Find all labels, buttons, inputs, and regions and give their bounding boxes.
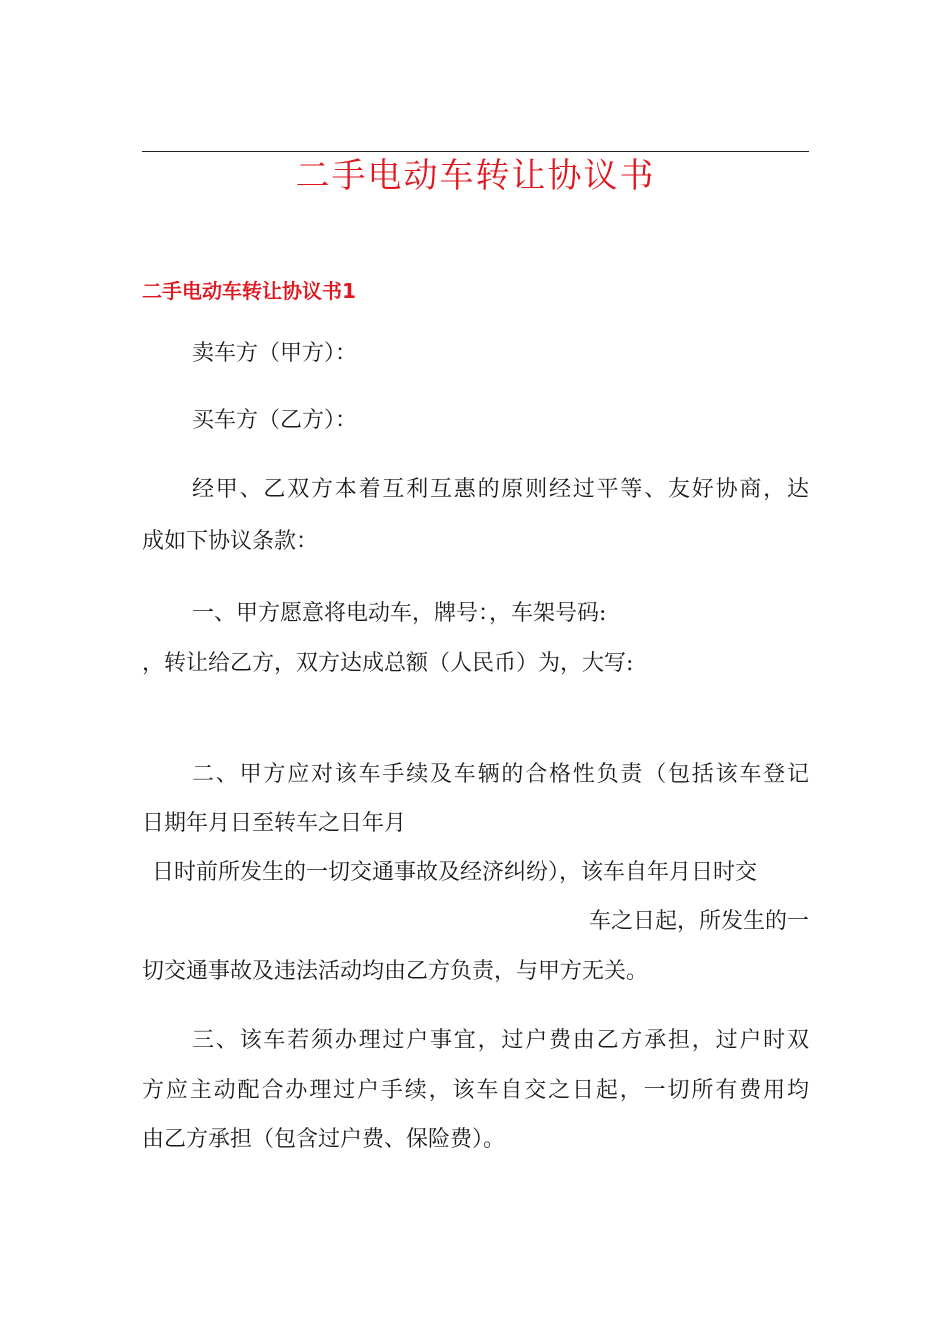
clause1-line-2: ，转让给乙方，双方达成总额（人民币）为，大写: <box>142 651 634 676</box>
clause3-line-3: 由乙方承担（包含过户费、保险费）。 <box>142 1127 506 1152</box>
clause3-line-2: 方应主动配合办理过户手续，该车自交之日起，一切所有费用均 <box>142 1078 809 1103</box>
clause1-line-1: 一、甲方愿意将电动车，牌号：，车架号码: <box>192 601 607 626</box>
clause2-line-1: 二、甲方应对该车手续及车辆的合格性负责（包括该车登记 <box>192 762 809 787</box>
intro-line-2: 成如下协议条款： <box>142 529 319 554</box>
clause3-line-1: 三、该车若须办理过户事宜，过户费由乙方承担，过户时双 <box>192 1028 809 1053</box>
intro-line-1: 经甲、乙双方本着互利互惠的原则经过平等、友好协商，达 <box>192 477 809 502</box>
section-heading: 二手电动车转让协议书1 <box>142 279 356 303</box>
clause2-line-4: 车之日起，所发生的一 <box>588 909 809 934</box>
clause2-line-2: 日期年月日至转车之日年月 <box>142 811 407 836</box>
buyer-line: 买车方（乙方）： <box>192 408 358 433</box>
clause2-line-3: 日时前所发生的一切交通事故及经济纠纷），该车自年月日时交 <box>152 860 758 885</box>
clause2-line-5: 切交通事故及违法活动均由乙方负责，与甲方无关。 <box>142 959 649 984</box>
seller-line: 卖车方（甲方）： <box>192 341 358 366</box>
document-title: 二手电动车转让协议书 <box>295 156 656 196</box>
